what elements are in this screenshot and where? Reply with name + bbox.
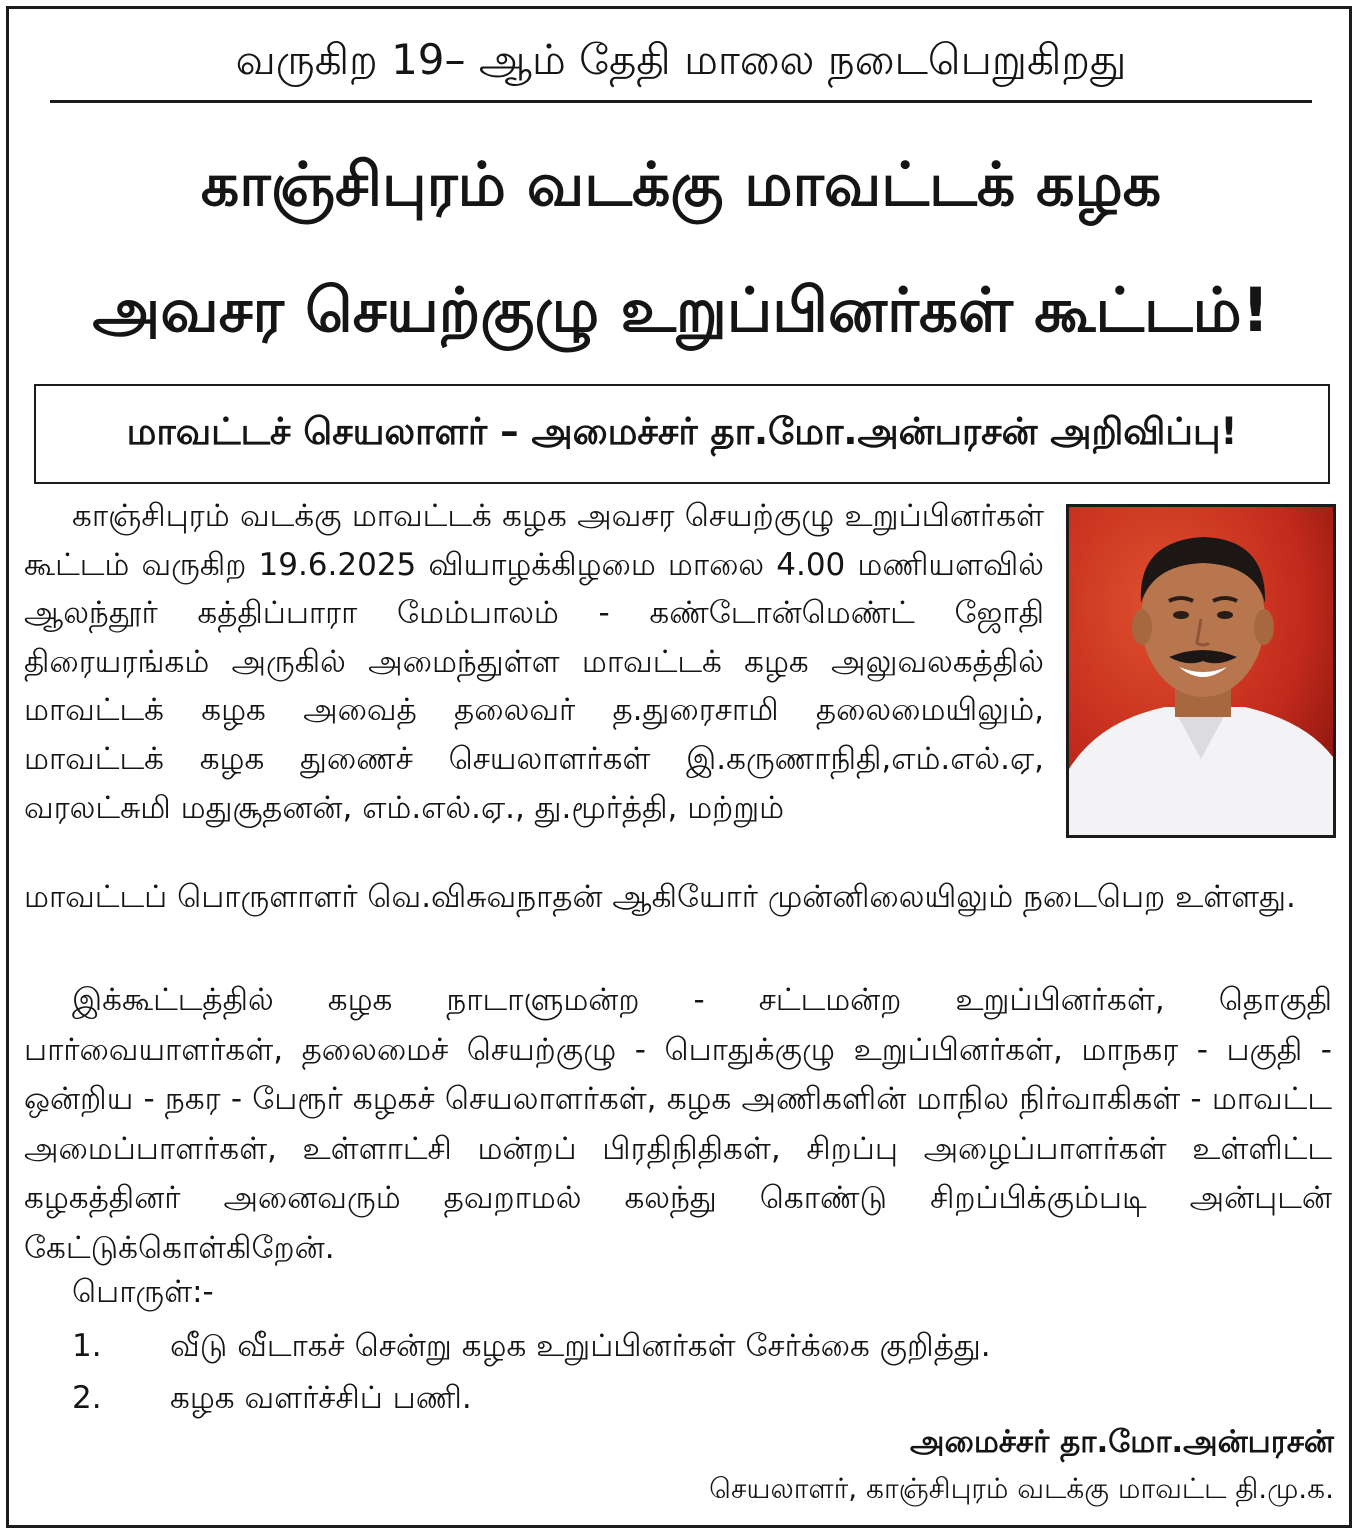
headline-line-1: காஞ்சிபுரம் வடக்கு மாவட்டக் கழக [200,150,1162,220]
body-paragraph-2: இக்கூட்டத்தில் கழக நாடாளுமன்ற - சட்டமன்ற உறுப்பினர்கள், தொகுதி பார்வையாளர்கள், தலைமைச் செயற்குழு - பொதுக்குழு உறுப்பினர்கள், மாநகர - பகுதி - ஒன்றிய - நகர - பேரூர் கழகச் செயலாளர்கள், கழக அணிகளின் மாநில நிர்வாகிகள் - மாவட்ட அமைப்பாளர்கள், உள்ளாட்சி மன்றப் பிரதிநிதிகள், சிறப்பு அழைப்பாளர்கள் உள்ளிட்ட கழகத்தினர் அனைவரும் தவறாமல் கலந்து கொண்டு சிறப்பிக்கும்படி அன்புடன் கேட்டுக்கொள்கிறேன். [24,982,1332,1266]
body-paragraph-1: காஞ்சிபுரம் வடக்கு மாவட்டக் கழக அவசர செயற்குழு உறுப்பினர்கள் கூட்டம் வருகிற 19.6.2025 வியாழக்கிழமை மாலை 4.00 மணியளவில் ஆலந்தூர் கத்திப்பாரா மேம்பாலம் - கண்டோன்மெண்ட் ஜோதி திரையரங்கம் அருகில் அமைந்துள்ள மாவட்டக் கழக அலுவலகத்தில் மாவட்டக் கழக அவைத் தலைவர் த.துரைசாமி தலைமையிலும், மாவட்டக் கழக துணைச் செயலாளர்கள் இ.கருணாநிதி,எம்.எல்.ஏ, வரலட்சுமி மதுசூதனன், எம்.எல்.ஏ., து.மூர்த்தி, மற்றும் [24,498,1044,826]
agenda-item-number: 1. [72,1328,102,1364]
signatory-name: அமைச்சர் தா.மோ.அன்பரசன் [910,1424,1334,1460]
agenda-item [72,1322,991,1370]
agenda-item [72,1374,472,1422]
announcement-subheadline: மாவட்டச் செயலாளர் – அமைச்சர் தா.மோ.அன்பரசன் அறிவிப்பு! [126,410,1238,453]
agenda-item-number: 2. [72,1380,102,1416]
agenda-item-text: கழக வளர்ச்சிப் பணி. [170,1380,472,1416]
agenda-item-text: வீடு வீடாகச் சென்று கழக உறுப்பினர்கள் சேர்க்கை குறித்து. [170,1328,991,1364]
body-paragraph-1-continued: மாவட்டப் பொருளாளர் வெ.விசுவநாதன் ஆகியோர் முன்னிலையிலும் நடைபெற உள்ளது. [24,879,1296,915]
event-date-kicker: வருகிற 19– ஆம் தேதி மாலை நடைபெறுகிறது [235,35,1127,84]
secretary-portrait [1066,504,1336,838]
headline-line-2: அவசர செயற்குழு உறுப்பினர்கள் கூட்டம்! [92,275,1270,346]
kicker-divider [50,100,1312,103]
agenda-heading: பொருள்:- [72,1274,214,1310]
announcement-box [34,384,1330,484]
signatory-role: செயலாளர், காஞ்சிபுரம் வடக்கு மாவட்ட தி.மு.க. [709,1472,1334,1505]
portrait-illustration [1069,507,1333,835]
